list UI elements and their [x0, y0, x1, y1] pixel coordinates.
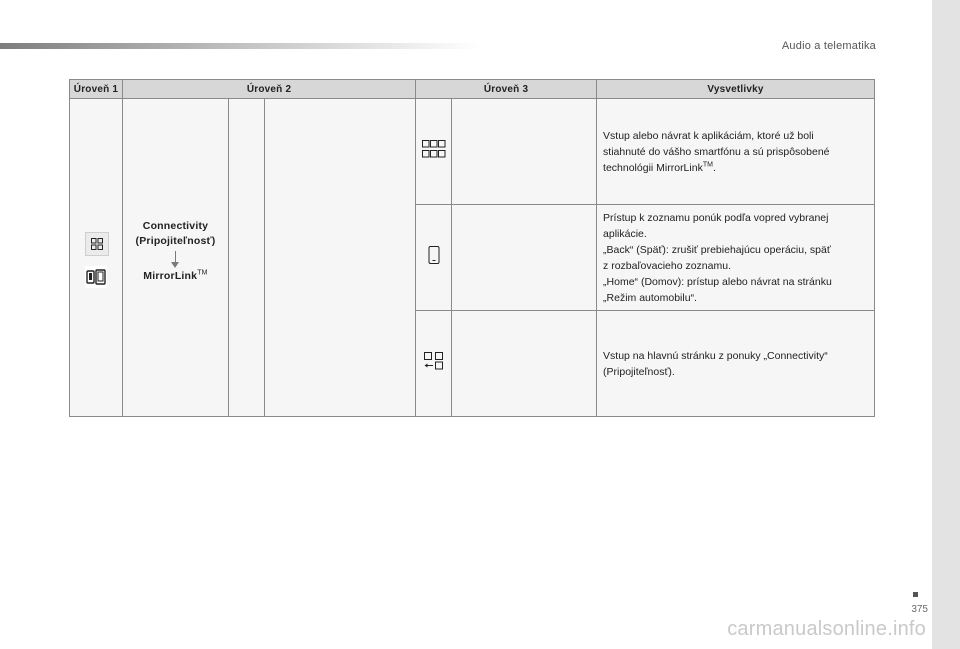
- menu-table: [69, 79, 875, 417]
- description-line: Prístup k zoznamu ponúk podľa vopred vybranej: [603, 211, 829, 224]
- description-cell: [597, 205, 875, 311]
- trademark: TM: [702, 161, 713, 168]
- table-header-row: [70, 80, 875, 99]
- trademark: TM: [197, 269, 208, 277]
- mirrorlink-label: [123, 270, 228, 282]
- description-tail: .: [712, 161, 716, 174]
- description-line: aplikácie.: [603, 227, 647, 240]
- section-title: Audio a telematika: [781, 40, 876, 52]
- description-line: [603, 160, 866, 176]
- header-level-1: Úroveň 1: [70, 80, 123, 99]
- level3-icon-cell: [416, 205, 452, 311]
- header-level-3: Úroveň 3: [416, 80, 597, 99]
- description-line: (Pripojiteľnosť).: [603, 365, 675, 378]
- arrow-down-icon: [171, 262, 179, 268]
- level2-cell: [123, 99, 229, 417]
- apps-grid-icon: [422, 145, 446, 162]
- level3-text-cell: [452, 311, 597, 417]
- description-line: „Home“ (Domov): prístup alebo návrat na stránku: [603, 275, 832, 288]
- connectivity-menu-text: Connectivity (Pripojiteľnosť): [135, 220, 216, 247]
- description-line: „Back“ (Späť): zrušiť prebiehajúcu operáciu, späť: [603, 243, 831, 256]
- page-mark: [913, 592, 918, 597]
- level2-icon-cell: [229, 99, 265, 417]
- level3-icon-cell: [416, 311, 452, 417]
- level3-text-cell: [452, 99, 597, 205]
- mirrorlink-icon: [85, 266, 107, 288]
- header-explanation: Vysvetlivky: [597, 80, 875, 99]
- back-to-connectivity-icon: [424, 357, 444, 374]
- page-edge-strip: [932, 0, 960, 649]
- description-text: technológii MirrorLink: [603, 161, 703, 174]
- page-number: 375: [911, 604, 928, 615]
- description-line: Vstup na hlavnú stránku z ponuky „Connectivity“: [603, 349, 828, 362]
- connectivity-grid-icon: [85, 232, 109, 256]
- watermark: carmanualsonline.info: [727, 618, 926, 640]
- phone-icon: [428, 251, 440, 268]
- connectivity-menu-label: [123, 219, 228, 249]
- level1-cell: [70, 99, 123, 417]
- description-line: z rozbaľovacieho zoznamu.: [603, 259, 731, 272]
- description-cell: [597, 311, 875, 417]
- description-cell: [597, 99, 875, 205]
- table-row: [70, 99, 875, 205]
- description-line: stiahnuté do vášho smartfónu a sú prispôsobené: [603, 145, 830, 158]
- level3-text-cell: [452, 205, 597, 311]
- mirrorlink-text: MirrorLink: [143, 270, 198, 282]
- header-level-2: Úroveň 2: [123, 80, 416, 99]
- header-gradient-bar: [0, 43, 480, 49]
- level3-icon-cell: [416, 99, 452, 205]
- description-line: „Režim automobilu“.: [603, 291, 697, 304]
- description-line: Vstup alebo návrat k aplikáciám, ktoré už boli: [603, 129, 814, 142]
- level2-text-cell: [265, 99, 416, 417]
